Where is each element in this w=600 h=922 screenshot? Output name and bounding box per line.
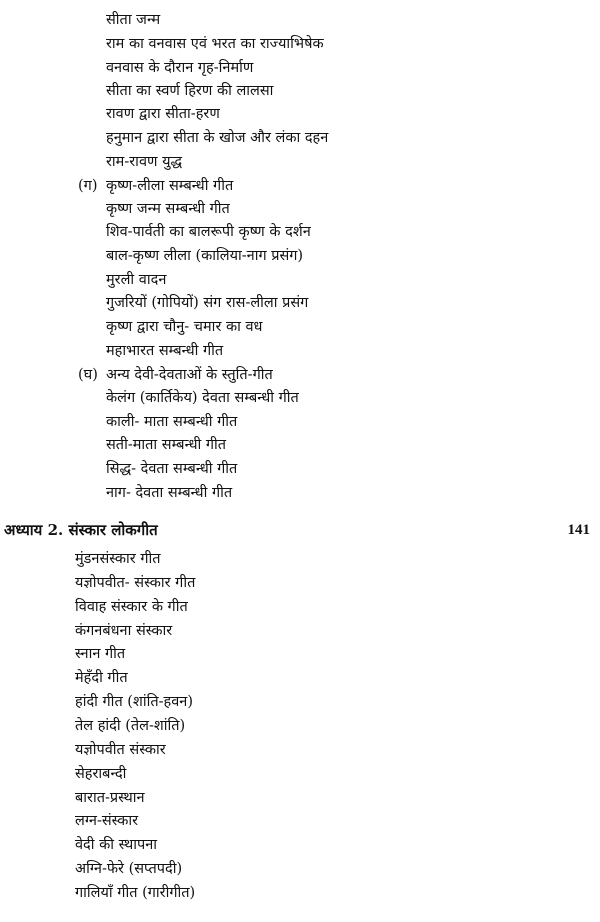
section-marker-ga: (ग) [78, 178, 98, 194]
list-item: काली- माता सम्बन्धी गीत [106, 414, 238, 430]
list-item: सेहराबन्दी [75, 766, 127, 782]
section-title-ga: कृष्ण-लीला सम्बन्धी गीत [106, 178, 234, 194]
list-item: नाग- देवता सम्बन्धी गीत [106, 485, 233, 501]
list-item: कृष्ण द्वारा चौनु- चमार का वध [106, 319, 263, 335]
list-item: सिद्ध- देवता सम्बन्धी गीत [106, 461, 238, 477]
list-item: राम-रावण युद्ध [106, 154, 183, 170]
list-item: केलंग (कार्तिकेय) देवता सम्बन्धी गीत [106, 390, 299, 406]
list-item: राम का वनवास एवं भरत का राज्याभिषेक [106, 36, 324, 52]
list-item: तेल हांदी (तेल-शांति) [75, 718, 186, 734]
list-item: हनुमान द्वारा सीता के खोज और लंका दहन [106, 130, 329, 146]
list-item: कृष्ण जन्म सम्बन्धी गीत [106, 201, 230, 217]
list-item: गुजरियों (गोपियों) संग रास-लीला प्रसंग [106, 295, 309, 311]
list-item: सीता का स्वर्ण हिरण की लालसा [106, 83, 274, 99]
list-item: मुरली वादन [106, 272, 167, 288]
list-item: बारात-प्रस्थान [75, 790, 145, 806]
list-item: यज्ञोपवीत- संस्कार गीत [75, 575, 196, 591]
list-item: गालियाँ गीत (गारीगीत) [75, 885, 196, 901]
list-item: शिव-पार्वती का बालरूपी कृष्ण के दर्शन [106, 224, 311, 240]
list-item: सीता जन्म [106, 12, 161, 28]
list-item: यज्ञोपवीत संस्कार [75, 742, 166, 758]
list-item: रावण द्वारा सीता-हरण [106, 106, 220, 122]
page-number: 141 [567, 522, 590, 538]
list-item: मुंडनसंस्कार गीत [75, 551, 161, 567]
section-title-gha: अन्य देवी-देवताओं के स्तुति-गीत [106, 367, 273, 383]
list-item: महाभारत सम्बन्धी गीत [106, 343, 224, 359]
list-item: अग्नि-फेरे (सप्तपदी) [75, 861, 183, 877]
list-item: वेदी की स्थापना [75, 837, 158, 853]
list-item: विवाह संस्कार के गीत [75, 599, 188, 615]
section-marker-gha: (घ) [78, 367, 98, 383]
chapter-heading: अध्याय 2. संस्कार लोकगीत [4, 521, 158, 539]
list-item: बाल-कृष्ण लीला (कालिया-नाग प्रसंग) [106, 248, 304, 264]
list-item: स्नान गीत [75, 646, 126, 662]
list-item: लग्न-संस्कार [75, 813, 139, 829]
list-item: हांदी गीत (शांति-हवन) [75, 694, 193, 710]
list-item: वनवास के दौरान गृह-निर्माण [106, 60, 254, 76]
list-item: सती-माता सम्बन्धी गीत [106, 437, 227, 453]
list-item: मेहँदी गीत [75, 670, 128, 686]
list-item: कंगनबंधना संस्कार [75, 623, 173, 639]
